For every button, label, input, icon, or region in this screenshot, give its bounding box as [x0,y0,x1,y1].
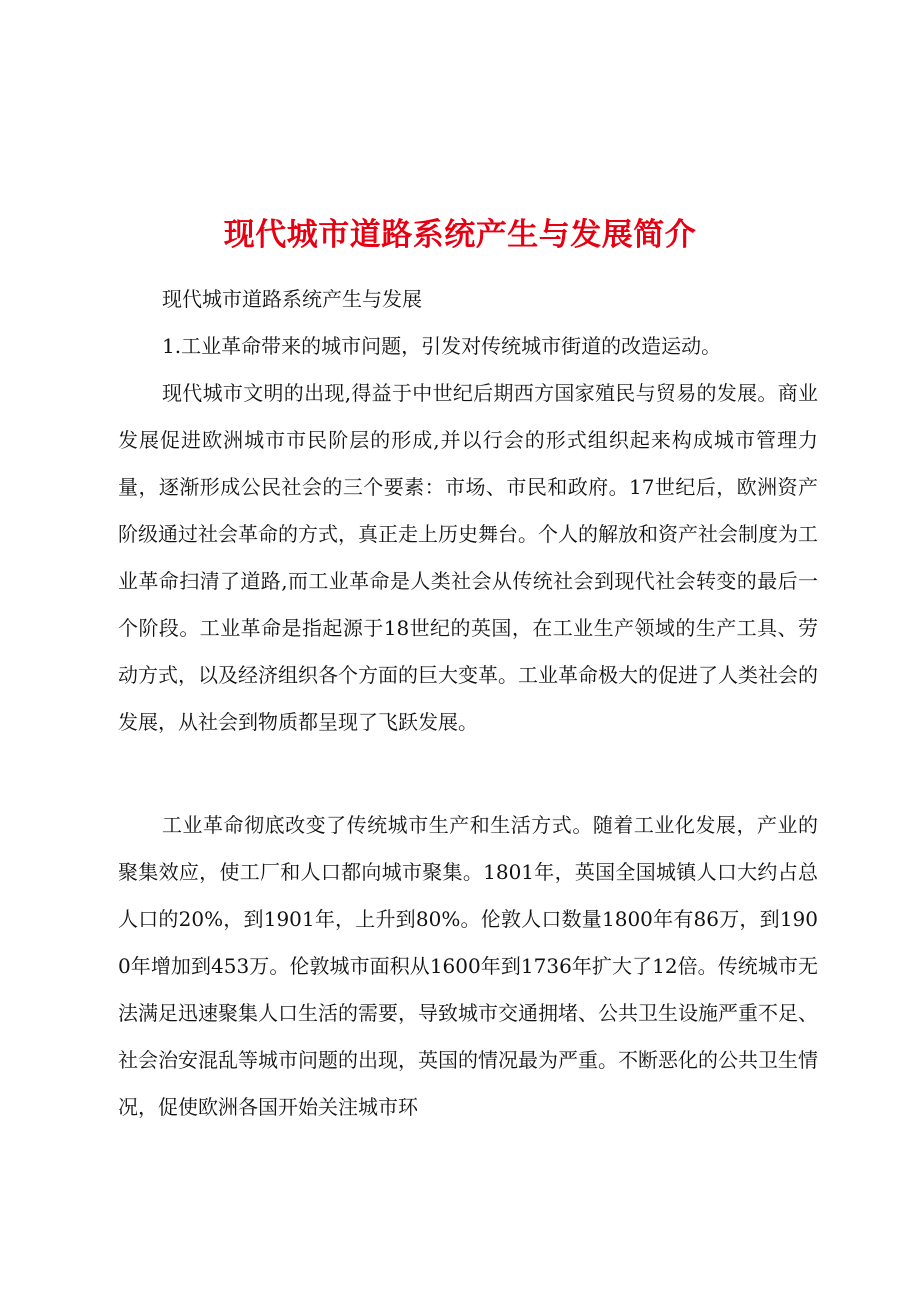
paragraph: 现代城市文明的出现,得益于中世纪后期西方国家殖民与贸易的发展。商业发展促进欧洲城市市民阶层的形成,并以行会的形式组织起来构成城市管理力量，逐渐形成公民社会的三个要素：市场、市民和政府。17世纪后，欧洲资产阶级通过社会革命的方式，真正走上历史舞台。个人的解放和资产社会制度为工业革命扫清了道路,而工业革命是人类社会从传统社会到现代社会转变的最后一个阶段。工业革命是指起源于18世纪的英国，在工业生产领域的生产工具、劳动方式，以及经济组织各个方面的巨大变革。工业革命极大的促进了人类社会的发展，从社会到物质都呈现了飞跃发展。 [118,381,818,734]
subtitle: 现代城市道路系统产生与发展 [162,287,422,311]
paragraph-2-block [118,802,818,1131]
paragraph: 工业革命彻底改变了传统城市生产和生活方式。随着工业化发展，产业的聚集效应，使工厂和人口都向城市聚集。1801年，英国全国城镇人口大约占总人口的20%，到1901年，上升到80%。伦敦人口数量1800年有86万，到1900年增加到453万。伦敦城市面积从1600年到1736年扩大了12倍。传统城市无法满足迅速聚集人口生活的需要，导致城市交通拥堵、公共卫生设施严重不足、社会治安混乱等城市问题的出现，英国的情况最为严重。不断恶化的公共卫生情况，促使欧洲各国开始关注城市环 [118,813,818,1119]
document-title: 现代城市道路系统产生与发展简介 [223,216,697,253]
section-heading: 1.工业革命带来的城市问题，引发对传统城市街道的改造运动。 [162,334,722,358]
paragraph-1-block [118,370,818,746]
